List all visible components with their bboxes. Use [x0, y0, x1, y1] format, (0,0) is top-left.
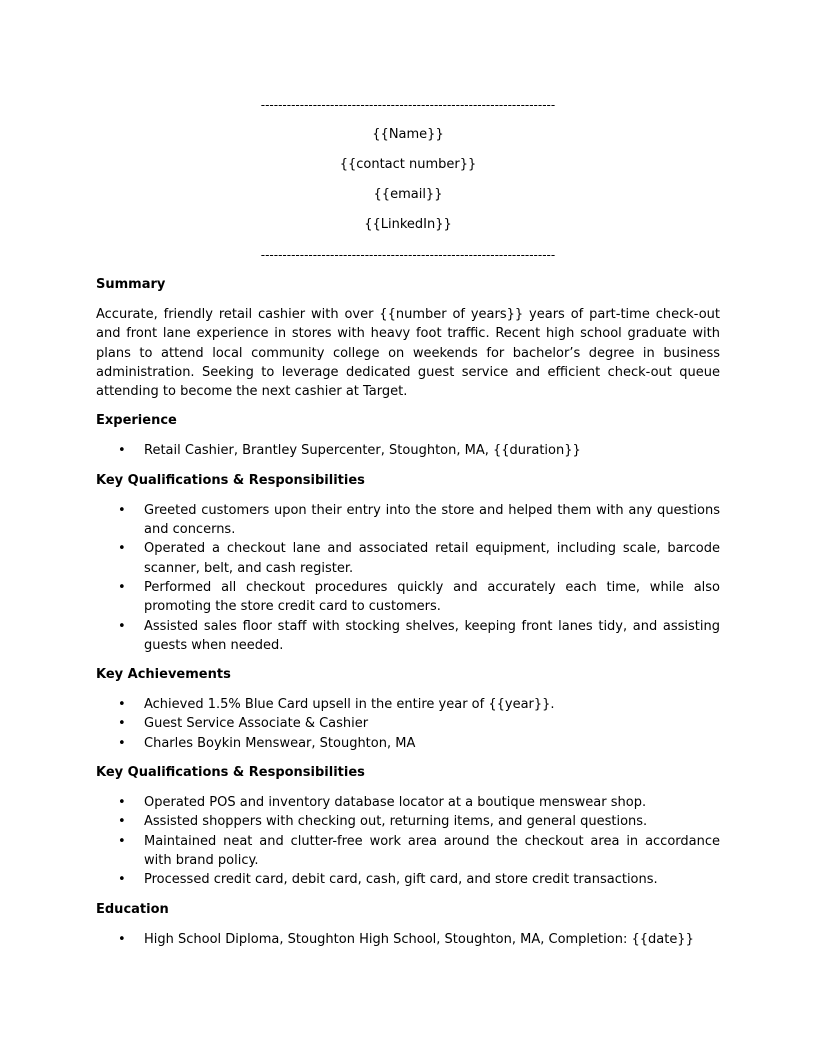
- bullet-icon: •: [118, 795, 126, 811]
- experience-list: [96, 441, 720, 460]
- achievement-item: Guest Service Associate & Cashier: [144, 716, 369, 732]
- bullet-icon: •: [118, 833, 126, 849]
- list-item: [96, 441, 720, 460]
- qualification-item: Maintained neat and clutter-free work area around the checkout area in accordance with brand policy.: [144, 833, 720, 868]
- bullet-icon: •: [118, 697, 126, 713]
- qualification-item: Operated a checkout lane and associated retail equipment, including scale, barcode scanner, belt, and cash register.: [144, 541, 720, 576]
- achievement-item: Charles Boykin Menswear, Stoughton, MA: [144, 735, 416, 751]
- resume-page: [96, 95, 720, 949]
- list-item: [96, 870, 720, 889]
- bullet-icon: •: [118, 872, 126, 888]
- linkedin-profile: {{LinkedIn}}: [364, 217, 452, 232]
- qualification-item: Assisted sales floor staff with stocking shelves, keeping front lanes tidy, and assisting guests when needed.: [144, 618, 720, 653]
- list-item: [96, 930, 720, 949]
- list-item: [96, 832, 720, 871]
- experience-heading: Experience: [96, 413, 177, 429]
- bullet-icon: •: [118, 579, 126, 595]
- bullet-icon: •: [118, 814, 126, 830]
- summary-heading: Summary: [96, 277, 166, 292]
- list-item: [96, 501, 720, 540]
- header-divider-bottom: --------------------------------------------------------------------: [260, 248, 556, 262]
- contact-number: {{contact number}}: [339, 157, 477, 172]
- candidate-name: {{Name}}: [372, 127, 444, 142]
- qualification-item: Processed credit card, debit card, cash, gift card, and store credit transactions.: [144, 872, 658, 888]
- achievements-heading: Key Achievements: [96, 667, 231, 683]
- qualifications-heading-2: Key Qualifications & Responsibilities: [96, 765, 365, 781]
- experience-item: Retail Cashier, Brantley Supercenter, Stoughton, MA, {{duration}}: [144, 443, 581, 459]
- list-item: [96, 812, 720, 831]
- education-item: High School Diploma, Stoughton High School, Stoughton, MA, Completion: {{date}}: [144, 931, 694, 947]
- bullet-icon: •: [118, 716, 126, 732]
- list-item: [96, 578, 720, 617]
- qualifications-list-2: [96, 793, 720, 889]
- qualification-item: Operated POS and inventory database locator at a boutique menswear shop.: [144, 795, 647, 811]
- bullet-icon: •: [118, 443, 126, 459]
- bullet-icon: •: [118, 502, 126, 518]
- education-list: [96, 930, 720, 949]
- contact-header: [96, 95, 720, 265]
- education-heading: Education: [96, 901, 169, 917]
- bullet-icon: •: [118, 618, 126, 634]
- summary-text: Accurate, friendly retail cashier with over {{number of years}} years of part-time check-out and front lane experience in stores with heavy foot traffic. Recent high school graduate with plans to attend local community college on weekends for bachelor’s degree in business administration. Seeking to leverage dedicated guest service and efficient check-out queue attending to become the next cashier at Target.: [96, 307, 720, 400]
- bullet-icon: •: [118, 735, 126, 751]
- list-item: [96, 714, 720, 733]
- qualification-item: Assisted shoppers with checking out, returning items, and general questions.: [144, 814, 648, 830]
- qualifications-heading: Key Qualifications & Responsibilities: [96, 472, 365, 488]
- qualification-item: Performed all checkout procedures quickly and accurately each time, while also promoting the store credit card to customers.: [144, 579, 720, 615]
- achievements-list: [96, 695, 720, 753]
- qualification-item: Greeted customers upon their entry into the store and helped them with any questions and concerns.: [144, 502, 720, 538]
- bullet-icon: •: [118, 541, 126, 557]
- list-item: [96, 539, 720, 578]
- list-item: [96, 734, 720, 753]
- list-item: [96, 695, 720, 714]
- achievement-item: Achieved 1.5% Blue Card upsell in the entire year of {{year}}.: [144, 697, 555, 713]
- list-item: [96, 617, 720, 656]
- header-divider-top: --------------------------------------------------------------------: [260, 98, 556, 112]
- qualifications-list: [96, 501, 720, 655]
- bullet-icon: •: [118, 931, 126, 947]
- list-item: [96, 793, 720, 812]
- email-address: {{email}}: [373, 187, 443, 202]
